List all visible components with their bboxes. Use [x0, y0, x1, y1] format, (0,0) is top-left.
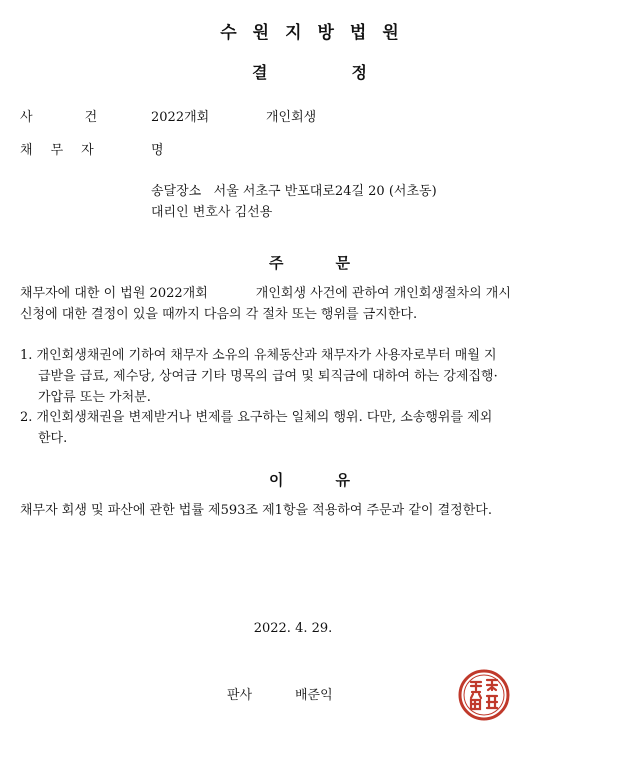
case-label: 사 건: [20, 110, 98, 125]
order-item-2-line2: 한다.: [38, 431, 68, 446]
judge-name: 배준익: [295, 688, 333, 703]
service-location: [151, 180, 437, 199]
decision-date: 2022. 4. 29.: [253, 621, 333, 636]
service-label: 송달장소: [151, 184, 202, 199]
case-number: 2022개회: [151, 110, 210, 125]
order-title: 주 문: [269, 254, 350, 272]
court-name: 수원지방법원: [220, 23, 415, 43]
reason-text: 채무자 회생 및 파산에 관한 법률 제593조 제1항을 적용하여 주문과 같이 결정한다.: [20, 503, 492, 518]
order-item-1-line3: 가압류 또는 가처분.: [38, 390, 151, 405]
order-intro-line1: 채무자에 대한 이 법원 2022개회 개인회생 사건에 관하여 개인회생절차의 개시: [20, 286, 511, 301]
document-title-right: 정: [351, 63, 367, 82]
debtor-label: 채 무 자: [20, 143, 94, 158]
case-type: 개인회생: [266, 110, 317, 125]
reason-title: 이 유: [269, 471, 350, 489]
document-title-left: 결: [252, 63, 268, 82]
document-title: [0, 60, 619, 83]
order-item-1-line1: 1. 개인회생채권에 기하여 채무자 소유의 유체동산과 채무자가 사용자로부터 매월 지: [20, 348, 497, 363]
service-address: 서울 서초구 반포대로24길 20 (서초동): [213, 184, 437, 199]
order-item-1-line2: 급받을 급료, 제수당, 상여금 기타 명목의 급여 및 퇴직금에 대하여 하는 강제집행·: [38, 369, 498, 384]
judge-seal-icon: [457, 668, 511, 722]
debtor-name: 명: [151, 143, 164, 158]
order-intro-line2: 신청에 대한 결정이 있을 때까지 다음의 각 절차 또는 행위를 금지한다.: [20, 307, 418, 322]
agent-name: 대리인 변호사 김선용: [151, 205, 273, 220]
order-item-2-line1: 2. 개인회생채권을 변제받거나 변제를 요구하는 일체의 행위. 다만, 소송행위를 제외: [20, 410, 493, 425]
judge-label: 판사: [227, 688, 253, 703]
